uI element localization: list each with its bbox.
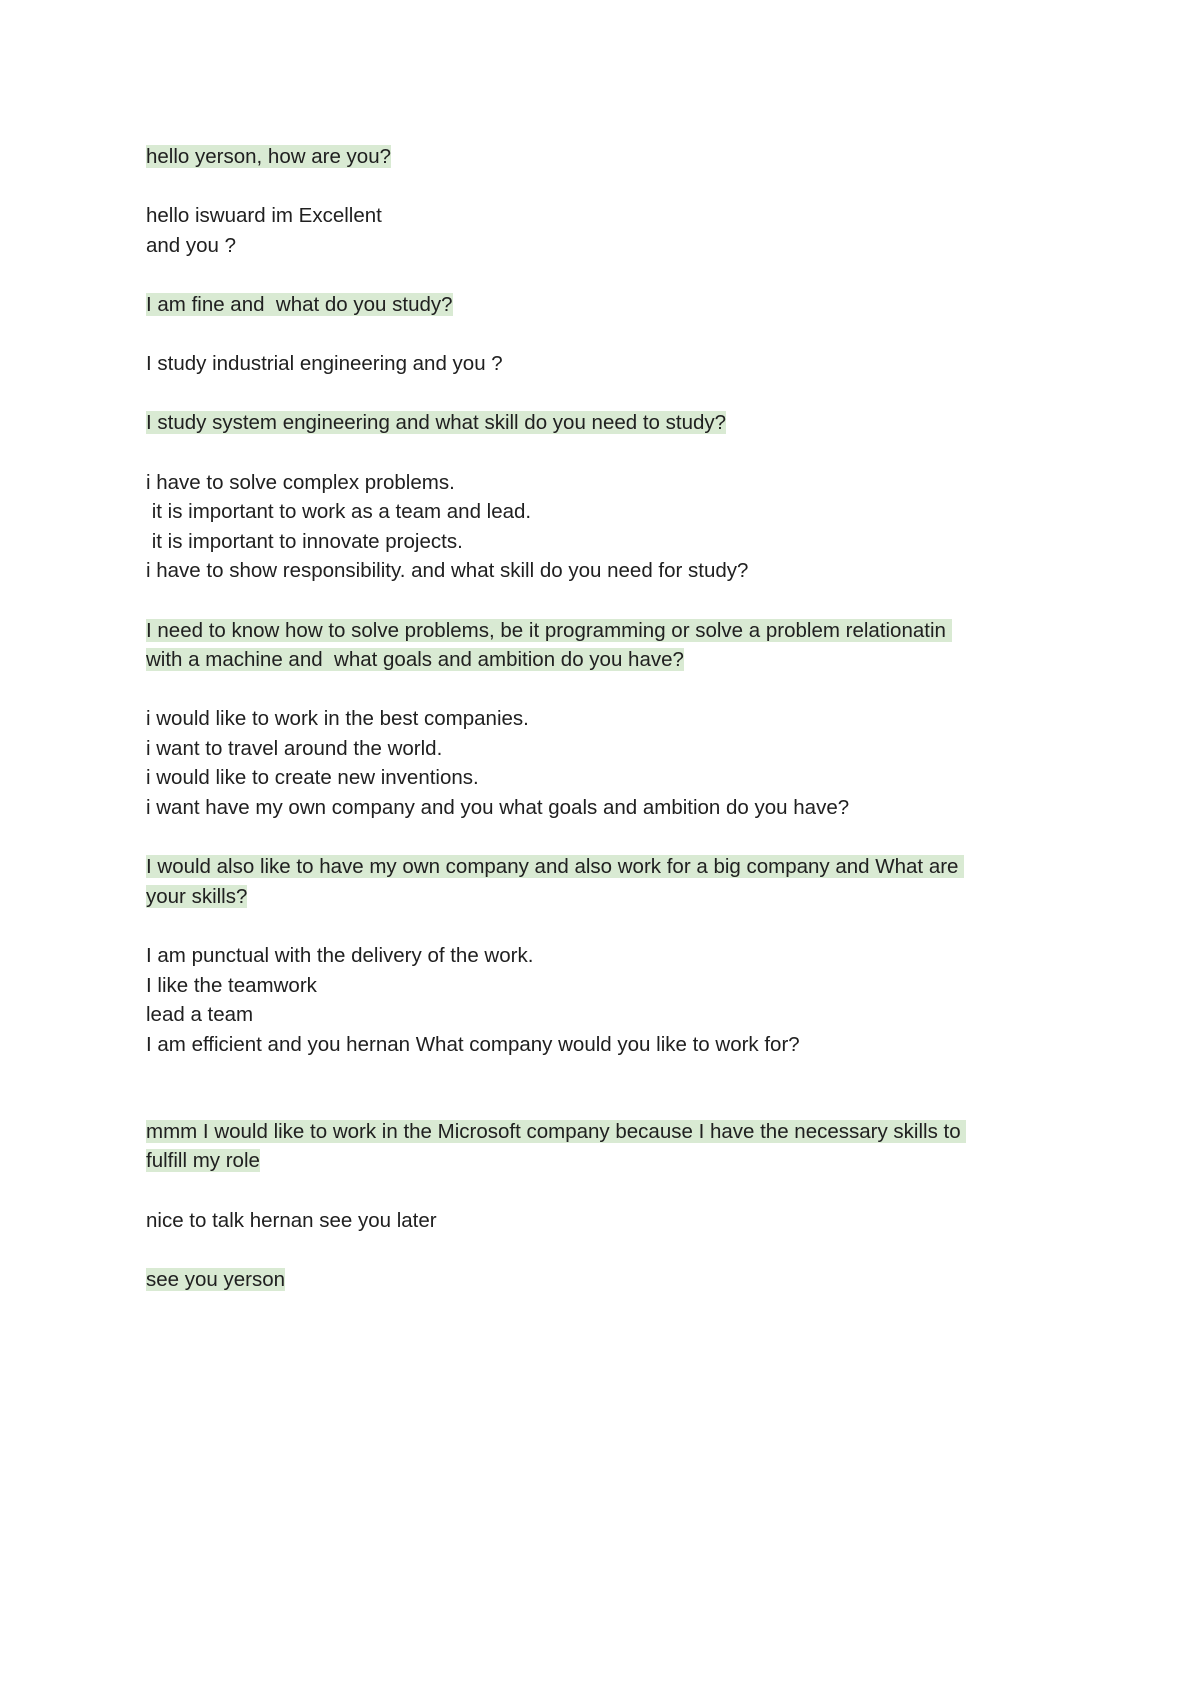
message-line: lead a team — [146, 1003, 254, 1027]
message-line: and you ? — [146, 233, 237, 257]
message-skill-question — [146, 408, 1066, 438]
message-line: i want to travel around the world. — [146, 736, 443, 760]
message-study-answer — [146, 349, 1066, 379]
message-line: I like the teamwork — [146, 973, 317, 997]
message-line: with a machine and what goals and ambition do you have? — [146, 648, 684, 672]
message-line: I need to know how to solve problems, be it programming or solve a problem relationatin — [146, 618, 952, 642]
message-line: I am fine and what do you study? — [146, 292, 453, 316]
message-goals-question — [146, 616, 1066, 675]
message-yerson-greeting — [146, 142, 1066, 172]
message-skills-answer — [146, 941, 1066, 1059]
message-goals-answer — [146, 704, 1066, 822]
message-line: i have to solve complex problems. — [146, 470, 455, 494]
message-line: it is important to work as a team and lead. — [146, 500, 532, 524]
message-line: see you yerson — [146, 1267, 286, 1291]
message-line: your skills? — [146, 884, 248, 908]
message-line: mmm I would like to work in the Microsoft company because I have the necessary skills to — [146, 1119, 967, 1143]
message-line: I am punctual with the delivery of the work. — [146, 944, 534, 968]
message-skill-answer — [146, 468, 1066, 586]
message-company-answer — [146, 1117, 1066, 1176]
message-line: nice to talk hernan see you later — [146, 1208, 437, 1232]
message-line: I would also like to have my own company and also work for a big company and What are — [146, 855, 965, 879]
message-line: i would like to work in the best companies. — [146, 707, 529, 731]
message-line: I am efficient and you hernan What company would you like to work for? — [146, 1032, 800, 1056]
chat-transcript — [146, 142, 1066, 1294]
message-skills-question — [146, 852, 1066, 911]
message-farewell — [146, 1206, 1066, 1236]
message-line: hello iswuard im Excellent — [146, 204, 382, 228]
message-line: fulfill my role — [146, 1149, 260, 1173]
message-line: i want have my own company and you what goals and ambition do you have? — [146, 796, 850, 820]
message-line: hello yerson, how are you? — [146, 145, 392, 168]
message-farewell-reply — [146, 1265, 1066, 1295]
message-line: I study system engineering and what skill do you need to study? — [146, 411, 727, 435]
message-line: it is important to innovate projects. — [146, 529, 463, 553]
message-line: i would like to create new inventions. — [146, 766, 479, 790]
message-line: i have to show responsibility. and what skill do you need for study? — [146, 559, 749, 583]
message-study-question — [146, 290, 1066, 320]
message-reply-greeting — [146, 201, 1066, 260]
message-line: I study industrial engineering and you ? — [146, 352, 503, 376]
